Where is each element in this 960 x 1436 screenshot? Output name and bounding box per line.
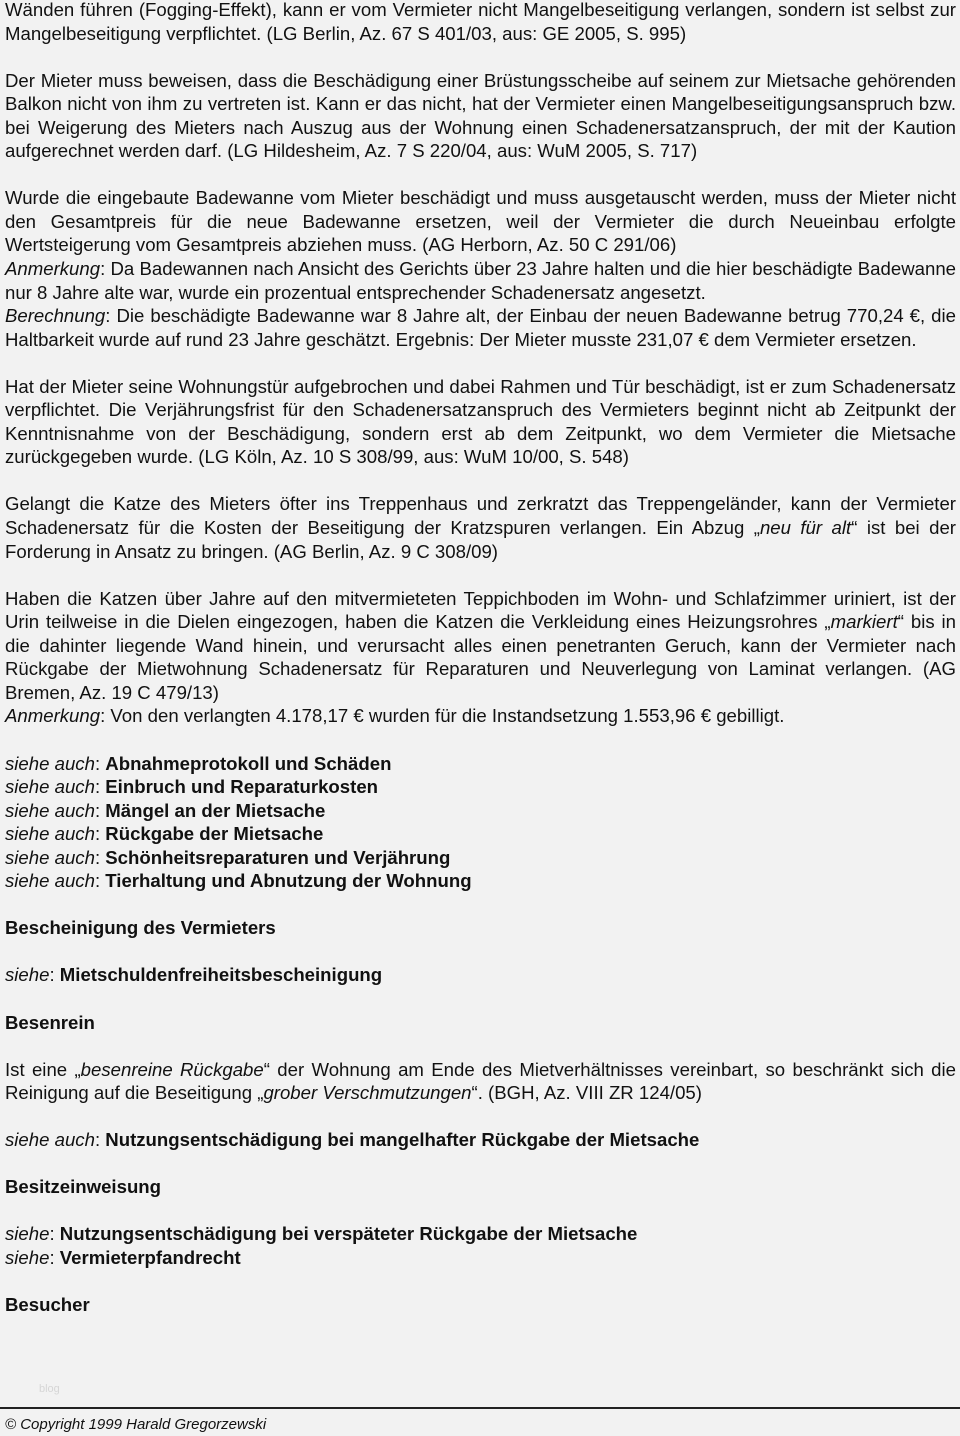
footer-divider xyxy=(0,1407,960,1409)
text-run: : xyxy=(49,964,60,986)
text-line xyxy=(5,69,956,163)
text-line xyxy=(5,1011,956,1035)
text-run: : xyxy=(94,799,106,821)
text-line xyxy=(5,1222,956,1246)
bold-text: Einbruch und Reparaturkosten xyxy=(105,776,379,798)
text-line xyxy=(5,704,956,728)
bold-text: Besenrein xyxy=(5,1011,95,1033)
paragraph xyxy=(5,1175,956,1199)
paragraph xyxy=(5,492,956,563)
paragraph xyxy=(5,963,956,987)
watermark: blog xyxy=(39,1383,60,1395)
text-line xyxy=(5,257,956,304)
document-body xyxy=(5,0,956,1317)
italic-text: grober Verschmutzungen xyxy=(263,1082,472,1104)
text-line xyxy=(5,304,956,351)
bold-text: Nutzungsentschädigung bei verspäteter Rückgabe der Mietsache xyxy=(59,1223,638,1245)
text-run: : xyxy=(49,1246,60,1268)
bold-text: Nutzungsentschädigung bei mangelhafter Rückgabe der Mietsache xyxy=(105,1129,700,1151)
paragraph xyxy=(5,69,956,163)
text-line xyxy=(5,492,956,563)
text-run: : Da Badewannen nach Ansicht des Gerichts über 23 Jahre halten und die hier beschädigte Badewanne nur 8 Jahre alte war, wurde ein prozentual entsprechender Schadenersatz angesetzt. xyxy=(5,258,956,303)
text-line xyxy=(5,1293,956,1317)
text-line xyxy=(5,846,956,870)
italic-text: siehe auch xyxy=(5,823,95,845)
paragraph xyxy=(5,1293,956,1317)
italic-text: siehe auch xyxy=(5,870,95,892)
italic-text: siehe auch xyxy=(5,752,95,774)
text-run: Wänden führen (Fogging-Effekt), kann er vom Vermieter nicht Mangelbeseitigung verlangen, sondern ist selbst zur Mangelbeseitigung verpflichtet. (LG Berlin, Az. 67 S 401/03, aus: GE 2005, S. 995) xyxy=(5,0,956,44)
italic-text: Anmerkung xyxy=(5,258,101,280)
bold-text: Besucher xyxy=(5,1294,90,1316)
text-run: Haben die Katzen über Jahre auf den mitvermieteten Teppichboden im Wohn- und Schlafzimmer uriniert, ist der Urin teilweise in die Dielen eingezogen, haben die Katzen die Verkleidung eines Heizungsrohres „ xyxy=(5,587,956,633)
text-run: Hat der Mieter seine Wohnungstür aufgebrochen und dabei Rahmen und Tür beschädigt, ist er zum Schadenersatz verpflichtet. Die Verjährungsfrist für den Schadenersatzanspruch des Vermieters beginnt nicht ab Zeitpunkt der Kenntnisnahme von der Beschädigung, sondern erst ab dem Zeitpunkt, wo dem Vermieter die Mietsache zurückgegeben wurde. (LG Köln, Az. 10 S 308/99, aus: WuM 10/00, S. 548) xyxy=(5,375,956,468)
text-run: Der Mieter muss beweisen, dass die Beschädigung einer Brüstungsscheibe auf seinem zur Mietsache gehörenden Balkon nicht von ihm zu vertreten ist. Kann er das nicht, hat der Vermieter einen Mangelbeseitigungsanspruch bzw. bei Weigerung des Mieters nach Auszug aus der Wohnung einen Schadenersatzanspruch, der mit der Kaution aufgerechnet werden darf. (LG Hildesheim, Az. 7 S 220/04, aus: WuM 2005, S. 717) xyxy=(5,69,956,162)
paragraph xyxy=(5,1128,956,1152)
text-run: Ist eine „ xyxy=(5,1058,81,1080)
paragraph xyxy=(5,0,956,45)
bold-text: Mängel an der Mietsache xyxy=(105,799,326,821)
text-run: : Von den verlangten 4.178,17 € wurden für die Instandsetzung 1.553,96 € gebilligt. xyxy=(100,705,785,727)
bold-text: Abnahmeprotokoll und Schäden xyxy=(105,752,392,774)
bold-text: Vermieterpfandrecht xyxy=(59,1246,241,1268)
italic-text: neu für alt xyxy=(759,517,852,539)
text-run: : xyxy=(94,823,106,845)
italic-text: Anmerkung xyxy=(5,705,101,727)
text-line xyxy=(5,869,956,893)
text-line xyxy=(5,587,956,705)
text-line xyxy=(5,799,956,823)
bold-text: Bescheinigung des Vermieters xyxy=(5,917,276,939)
bold-text: Tierhaltung und Abnutzung der Wohnung xyxy=(105,870,472,892)
paragraph xyxy=(5,752,956,893)
italic-text: besenreine Rückgabe xyxy=(80,1058,264,1080)
italic-text: siehe xyxy=(5,1223,50,1245)
text-run: : xyxy=(94,752,106,774)
bold-text: Besitzeinweisung xyxy=(5,1176,162,1198)
italic-text: siehe xyxy=(5,964,50,986)
italic-text: markiert xyxy=(830,611,898,633)
text-line xyxy=(5,963,956,987)
text-run: “ bis in die dahinter liegende Wand hinein, und verursacht alles einen penetranten Geruch, kann der Vermieter nach Rückgabe der Mietwohnung Schadenersatz für Reparaturen und Neuverlegung von Laminat verlangen. (AG Bremen, Az. 19 C 479/13) xyxy=(5,611,956,703)
text-line xyxy=(5,916,956,940)
bold-text: Schönheitsreparaturen und Verjährung xyxy=(105,846,451,868)
text-run: Wurde die eingebaute Badewanne vom Mieter beschädigt und muss ausgetauscht werden, muss der Mieter nicht den Gesamtpreis für die neue Badewanne ersetzen, weil der Vermieter die durch Neueinbau erfolgte Wertsteigerung vom Gesamtpreis abziehen muss. (AG Herborn, Az. 50 C 291/06) xyxy=(5,187,956,256)
text-line xyxy=(5,1128,956,1152)
text-run: : xyxy=(94,1129,106,1151)
text-line xyxy=(5,1246,956,1270)
text-line xyxy=(5,1175,956,1199)
italic-text: Berechnung xyxy=(5,305,106,327)
paragraph xyxy=(5,186,956,351)
text-run: : xyxy=(94,846,106,868)
text-line xyxy=(5,822,956,846)
paragraph xyxy=(5,1011,956,1035)
text-line xyxy=(5,186,956,257)
italic-text: siehe auch xyxy=(5,1129,95,1151)
italic-text: siehe auch xyxy=(5,846,95,868)
text-line xyxy=(5,775,956,799)
footer-copyright: © Copyright 1999 Harald Gregorzewski xyxy=(5,1416,267,1433)
text-line xyxy=(5,1058,956,1105)
paragraph xyxy=(5,375,956,469)
paragraph xyxy=(5,1058,956,1105)
italic-text: siehe auch xyxy=(5,799,95,821)
bold-text: Rückgabe der Mietsache xyxy=(105,823,324,845)
text-run: Gelangt die Katze des Mieters öfter ins Treppenhaus und zerkratzt das Treppengeländer, kann der Vermieter Schadenersatz für die Kosten der Beseitigung der Kratzspuren verlangen. Ein Abzug „ xyxy=(5,493,956,539)
paragraph xyxy=(5,1222,956,1269)
paragraph xyxy=(5,587,956,728)
italic-text: siehe auch xyxy=(5,776,95,798)
text-run: “ ist bei der Forderung in Ansatz zu bringen. (AG Berlin, Az. 9 C 308/09) xyxy=(5,517,956,562)
italic-text: siehe xyxy=(5,1246,50,1268)
text-run: “ der Wohnung am Ende des Mietverhältnisses vereinbart, so beschränkt sich die Reinigung auf die Beseitigung „ xyxy=(5,1058,956,1104)
text-line xyxy=(5,0,956,45)
text-line xyxy=(5,752,956,776)
text-run: : Die beschädigte Badewanne war 8 Jahre alt, der Einbau der neuen Badewanne betrug 770,24 €, die Haltbarkeit wurde auf rund 23 Jahre geschätzt. Ergebnis: Der Mieter musste 231,07 € dem Vermieter ersetzen. xyxy=(5,305,956,350)
bold-text: Mietschuldenfreiheitsbescheinigung xyxy=(59,964,383,986)
text-run: : xyxy=(94,870,106,892)
text-run: “. (BGH, Az. VIII ZR 124/05) xyxy=(471,1082,702,1104)
paragraph xyxy=(5,916,956,940)
text-run: : xyxy=(94,776,106,798)
text-line xyxy=(5,375,956,469)
text-run: : xyxy=(49,1223,60,1245)
